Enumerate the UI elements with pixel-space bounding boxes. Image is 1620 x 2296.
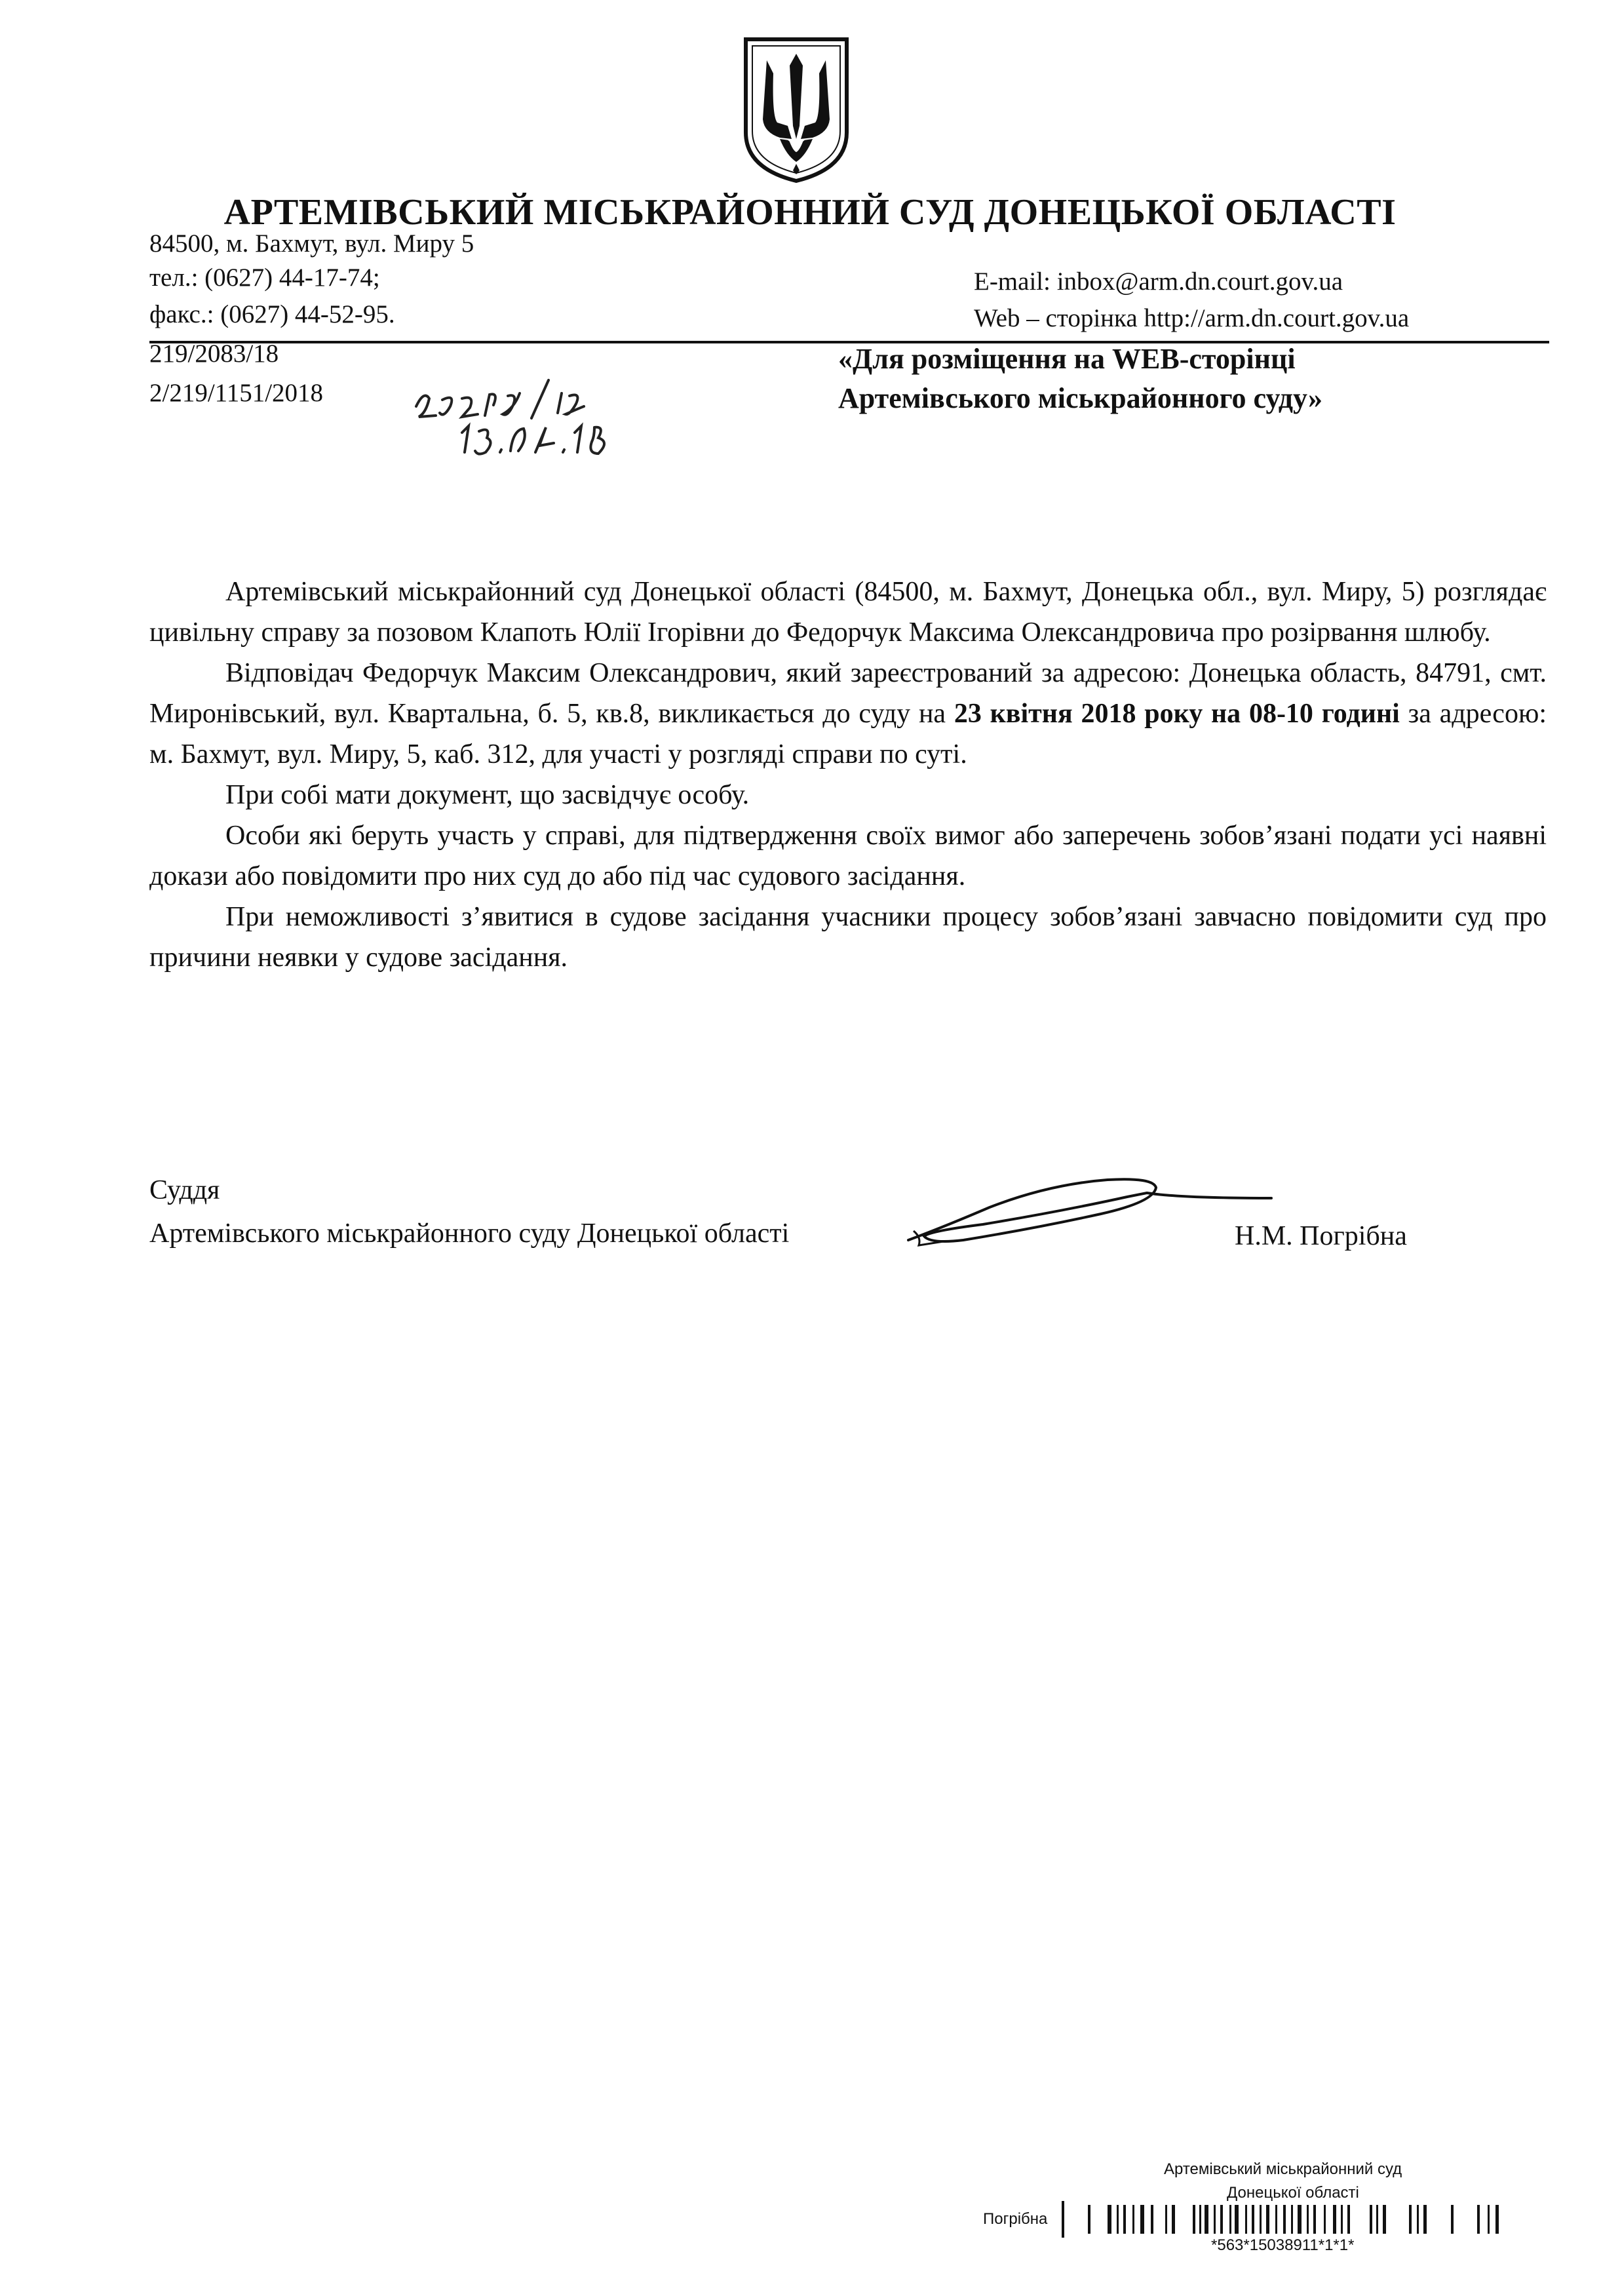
case-number-2: 2/219/1151/2018 [149,379,324,407]
paragraph-summons: Відповідач Федорчук Максим Олександрович, який зареєстрований за адресою: Донецька область, 84791, смт. Миронівський, вул. Квартальна, б. 5, кв.8, викликається до суду на 23 квітня 2018 року на 08-10 годині за адресою: м. Бахмут, вул. Миру, 5, каб. 312, для участі у розгляді справи по суті. [149,658,1547,769]
barcode-icon [1062,2201,1547,2238]
paragraph-id-document: При собі мати документ, що засвідчує особу. [225,780,750,810]
court-email: E-mail: inbox@arm.dn.court.gov.ua [974,267,1343,296]
court-fax: факс.: (0627) 44-52-95. [149,300,395,328]
court-website: Web – сторінка http://arm.dn.court.gov.ua [974,304,1410,332]
paragraph-absence: При неможливості з’явитися в судове засідання учасники процесу зобов’язані завчасно повідомити суд про причини неявки у судове засідання. [149,902,1547,973]
handwritten-reg-date-icon [455,413,626,465]
court-phone: тел.: (0627) 44-17-74; [149,263,380,292]
judge-signature-icon [904,1168,1298,1260]
paragraph-evidence: Особи які беруть участь у справі, для підтвердження своїх вимог або заперечень зобов’язані подати усі наявні докази або повідомити про них суд до або під час судового засідання. [149,821,1547,891]
web-publication-label-line1: «Для розміщення на WEB-сторінці [838,343,1296,375]
paragraph-case-intro: Артемівський міськрайонний суд Донецької області (84500, м. Бахмут, Донецька обл., вул. Миру, 5) розглядає цивільну справу за позовом Клапоть Юлії Ігорівни до Федорчук Максима Олександровича про розірвання шлюбу. [149,577,1547,648]
handwritten-reg-date [455,413,626,469]
court-address: 84500, м. Бахмут, вул. Миру 5 [149,229,474,258]
coat-of-arms-emblem [741,34,852,185]
footer-court-line2: Донецької області [1227,2184,1359,2202]
web-publication-label-line2: Артемівського міськрайонного суду» [838,382,1323,414]
case-number-1: 219/2083/18 [149,340,279,368]
signature-court: Артемівського міськрайонного суду Донецької області [149,1218,790,1249]
court-title: АРТЕМІВСЬКИЙ МІСЬКРАЙОННИЙ СУД ДОНЕЦЬКОЇ ОБЛАСТІ [223,192,1397,233]
body-text [149,572,1547,978]
signature-role: Суддя [149,1175,220,1205]
barcode-text: *563*15038911*1*1* [1211,2236,1355,2254]
footer-judge-short: Погрібна [983,2210,1048,2228]
judge-name: Н.М. Погрібна [1235,1221,1407,1251]
footer-court-line1: Артемівський міськрайонний суд [1164,2160,1402,2178]
hearing-date: 23 квітня 2018 року на 08-10 годині [954,699,1400,729]
